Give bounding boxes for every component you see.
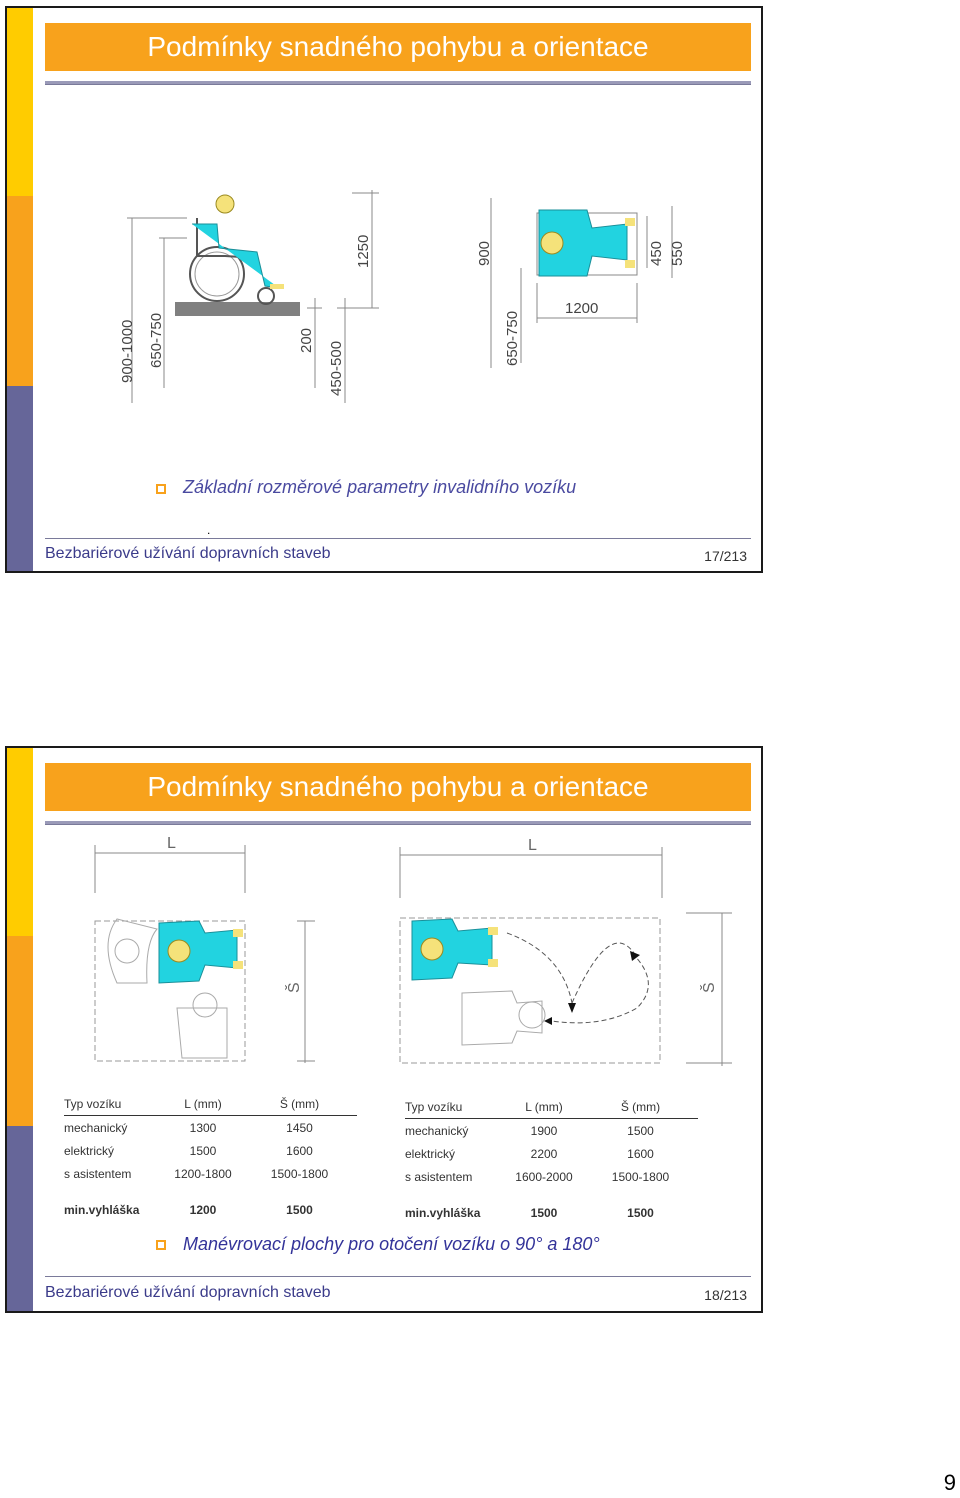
dim-label: 1200 xyxy=(565,300,599,317)
table-header: Typ vozíku xyxy=(64,1092,164,1116)
table-row xyxy=(405,1142,698,1165)
table-cell: 1500 xyxy=(627,1206,654,1220)
bullet-icon xyxy=(156,484,166,494)
dim-label: 450 xyxy=(648,240,665,266)
dim-label: L xyxy=(528,837,537,854)
title-divider xyxy=(45,821,751,825)
dim-label: 900 xyxy=(476,240,493,266)
table-row xyxy=(64,1162,357,1185)
table-cell: 1500 xyxy=(286,1203,313,1217)
document-page-number: 9 xyxy=(943,1470,956,1495)
table-row xyxy=(64,1139,357,1162)
figure-caption: Základní rozměrové parametry invalidního vozíku xyxy=(183,477,577,497)
dim-label: L xyxy=(167,835,176,852)
dim-label: 650-750 xyxy=(504,310,521,366)
footer-text: Bezbariérové užívání dopravních staveb xyxy=(45,545,331,562)
footer-divider xyxy=(45,538,751,539)
table-cell: 1300 xyxy=(189,1120,217,1135)
table-cell: s asistentem xyxy=(64,1166,132,1181)
wheelchair-top-view-drawing xyxy=(467,188,697,368)
table-header: L (mm) xyxy=(164,1092,242,1116)
stray-dot: . xyxy=(207,523,211,537)
table-cell: 1500-1800 xyxy=(270,1166,329,1181)
slide-page-number: 18/213 xyxy=(704,1287,747,1303)
footer-text: Bezbariérové užívání dopravních staveb xyxy=(45,1284,331,1301)
turn-90-drawing xyxy=(87,833,327,1068)
table-cell: 1500-1800 xyxy=(611,1169,670,1184)
slide-18 xyxy=(5,746,763,1313)
slide-title: Podmínky snadného pohybu a orientace xyxy=(45,763,751,811)
table-header: L (mm) xyxy=(505,1095,583,1119)
table-cell: 1200 xyxy=(189,1203,217,1217)
table-cell: 1450 xyxy=(286,1120,313,1135)
dim-label: 900-1000 xyxy=(119,319,136,383)
dim-label: 450-500 xyxy=(328,340,345,396)
figure-caption: Manévrovací plochy pro otočení vozíku o 90° a 180° xyxy=(183,1234,600,1254)
table-cell: mechanický xyxy=(405,1123,469,1138)
slide-sidebar xyxy=(7,8,33,571)
floor-slab xyxy=(175,302,300,316)
table-cell: 1600-2000 xyxy=(515,1169,573,1184)
table-180-turn xyxy=(405,1095,698,1220)
table-cell: 1900 xyxy=(530,1123,558,1138)
table-row xyxy=(64,1116,357,1140)
table-cell: min.vyhláška xyxy=(405,1206,481,1220)
table-cell: min.vyhláška xyxy=(64,1203,140,1217)
turn-180-drawing xyxy=(392,833,742,1068)
table-cell: 1200-1800 xyxy=(174,1166,232,1181)
dim-label: Š xyxy=(286,982,303,993)
slide-sidebar xyxy=(7,748,33,1311)
slide-page-number: 17/213 xyxy=(704,548,747,564)
table-cell: elektrický xyxy=(64,1143,115,1158)
dim-label: 200 xyxy=(298,327,315,353)
table-cell: 2200 xyxy=(530,1146,558,1161)
table-cell: elektrický xyxy=(405,1146,456,1161)
table-row xyxy=(405,1165,698,1188)
table-row-minimum xyxy=(405,1188,698,1220)
title-divider xyxy=(45,81,751,85)
bullet-icon xyxy=(156,1240,166,1250)
table-row xyxy=(405,1119,698,1143)
slide-title: Podmínky snadného pohybu a orientace xyxy=(45,23,751,71)
table-row-minimum xyxy=(64,1185,357,1217)
dim-label: 550 xyxy=(669,240,686,266)
wheelchair-side-view-drawing xyxy=(107,178,387,418)
dim-label: Š xyxy=(701,982,718,993)
table-header: Š (mm) xyxy=(583,1095,698,1119)
table-cell: 1500 xyxy=(530,1206,558,1220)
slide-17 xyxy=(5,6,763,573)
footer-divider xyxy=(45,1276,751,1277)
table-cell: 1600 xyxy=(627,1146,654,1161)
table-header: Typ vozíku xyxy=(405,1095,505,1119)
table-cell: 1500 xyxy=(189,1143,217,1158)
table-cell: mechanický xyxy=(64,1120,128,1135)
dim-label: 650-750 xyxy=(148,312,165,368)
table-cell: 1600 xyxy=(286,1143,313,1158)
dim-label: 1250 xyxy=(355,234,372,268)
table-header: Š (mm) xyxy=(242,1092,357,1116)
table-90-turn xyxy=(64,1092,357,1217)
table-cell: 1500 xyxy=(627,1123,654,1138)
table-cell: s asistentem xyxy=(405,1169,473,1184)
